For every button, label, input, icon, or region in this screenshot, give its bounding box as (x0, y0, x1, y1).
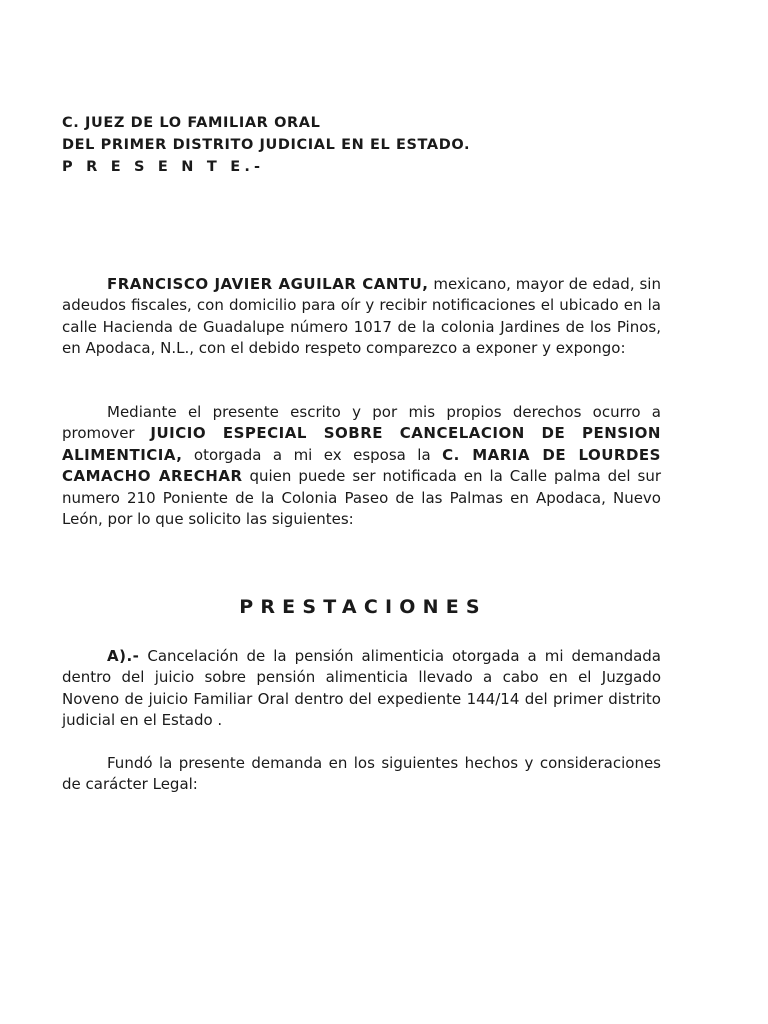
request-text-2: otorgada a mi ex esposa la (182, 445, 443, 464)
trial-type: JUICIO ESPECIAL SOBRE CANCELACION DE PENSION ALIMENTICIA, (62, 424, 661, 464)
addressee-line-judge: C. JUEZ DE LO FAMILIAR ORAL (62, 115, 321, 131)
request-text-3: quien puede ser notificada en la Calle palma del sur numero 210 Poniente de la Colonia Paseo de las Palmas en Apodaca, Nuevo León, por lo que solicito las siguientes: (62, 467, 661, 529)
claim-a-label: A).- (107, 647, 140, 665)
addressee-line-presente: P R E S E N T E.- (62, 159, 265, 175)
section-title-prestaciones: PRESTACIONES (239, 596, 487, 618)
addressee-block (62, 112, 662, 178)
intro-text: mexicano, mayor de edad, sin adeudos fiscales, con domicilio para oír y recibir notificaciones el ubicado en la calle Hacienda de Guadalupe número 1017 de la colonia Jardines de los Pinos, en Apodaca, N.L., con el debido respeto comparezco a exponer y expongo: (62, 275, 661, 358)
plaintiff-name: FRANCISCO JAVIER AGUILAR CANTU, (107, 275, 429, 293)
request-text-1: Mediante el presente escrito y por mis propios derechos ocurro a promover (62, 403, 661, 443)
closing-text: Fundó la presente demanda en los siguientes hechos y consideraciones de carácter Legal: (62, 754, 661, 794)
addressee-line-district: DEL PRIMER DISTRITO JUDICIAL EN EL ESTADO. (62, 137, 471, 153)
request-paragraph (62, 402, 661, 530)
defendant-name: C. MARIA DE LOURDES CAMACHO ARECHAR (62, 445, 661, 486)
claim-a-paragraph (62, 646, 661, 732)
claim-a-text: Cancelación de la pensión alimenticia otorgada a mi demandada dentro del juicio sobre pensión alimenticia llevado a cabo en el Juzgado Noveno de juicio Familiar Oral dentro del expediente 144/14 del primer distrito judicial en el Estado . (62, 647, 661, 730)
closing-paragraph (62, 753, 661, 796)
intro-paragraph (62, 274, 661, 360)
